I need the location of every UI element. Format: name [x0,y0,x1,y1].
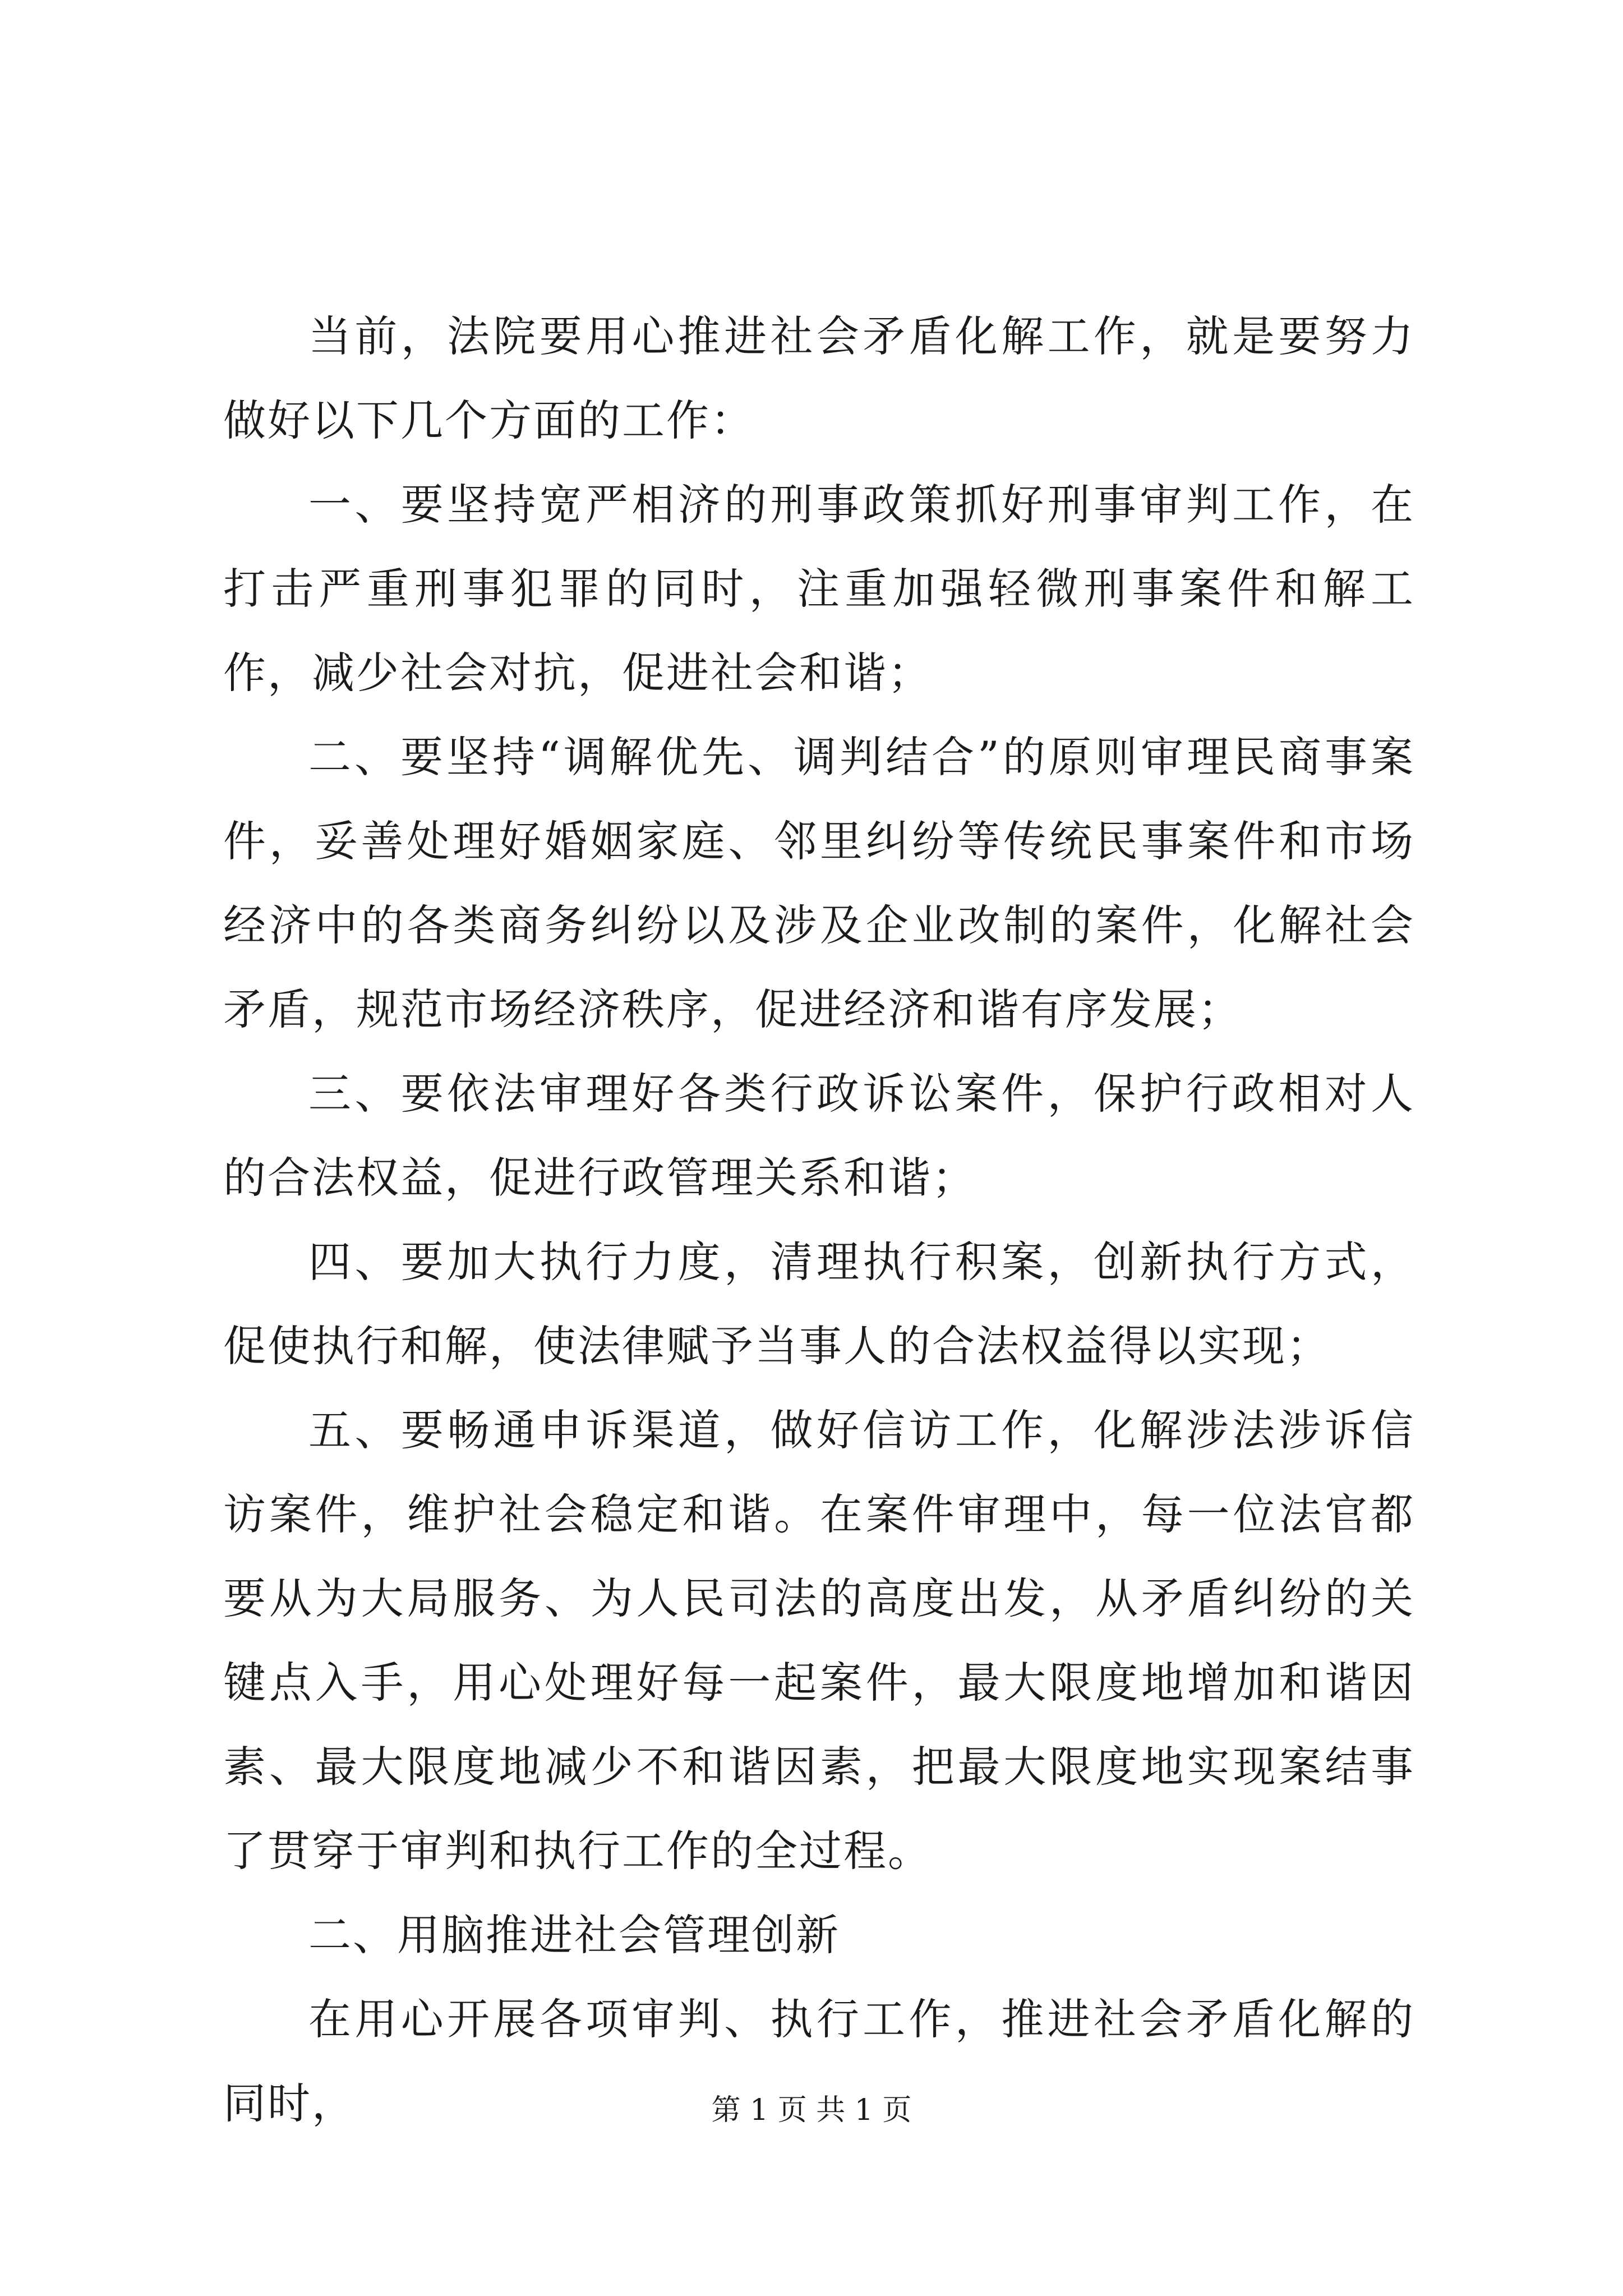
paragraph-item-4: 四、要加大执行力度，清理执行积案，创新执行方式，促使执行和解，使法律赋予当事人的合法权益得以实现； [223,1237,1415,1371]
section-heading: 二、用脑推进社会管理创新 [308,1910,840,1960]
paragraph-item-5: 五、要畅通申诉渠道，做好信访工作，化解涉法涉诉信访案件，维护社会稳定和谐。在案件审理中，每一位法官都要从为大局服务、为人民司法的高度出发，从矛盾纠纷的关键点入手，用心处理好每一起案件，最大限度地增加和谐因素、最大限度地减少不和谐因素，把最大限度地实现案结事了贯穿于审判和执行工作的全过程。 [223,1405,1415,1876]
paragraph-continuation: 在用心开展各项审判、执行工作，推进社会矛盾化解的同时， [223,1994,1415,2128]
page-footer: 第 1 页 共 1 页 [711,2093,912,2127]
paragraph-item-2: 二、要坚持“调解优先、调判结合”的原则审理民商事案件，妥善处理好婚姻家庭、邻里纠纷等传统民事案件和市场经济中的各类商务纠纷以及涉及企业改制的案件，化解社会矛盾，规范市场经济秩序，促进经济和谐有序发展； [223,732,1415,1034]
paragraph-item-1: 一、要坚持宽严相济的刑事政策抓好刑事审判工作，在打击严重刑事犯罪的同时，注重加强轻微刑事案件和解工作，减少社会对抗，促进社会和谐； [223,480,1415,698]
document-body [223,295,1415,2146]
paragraph-intro: 当前，法院要用心推进社会矛盾化解工作，就是要努力做好以下几个方面的工作： [223,311,1415,445]
paragraph-item-3: 三、要依法审理好各类行政诉讼案件，保护行政相对人的合法权益，促进行政管理关系和谐； [223,1069,1415,1203]
